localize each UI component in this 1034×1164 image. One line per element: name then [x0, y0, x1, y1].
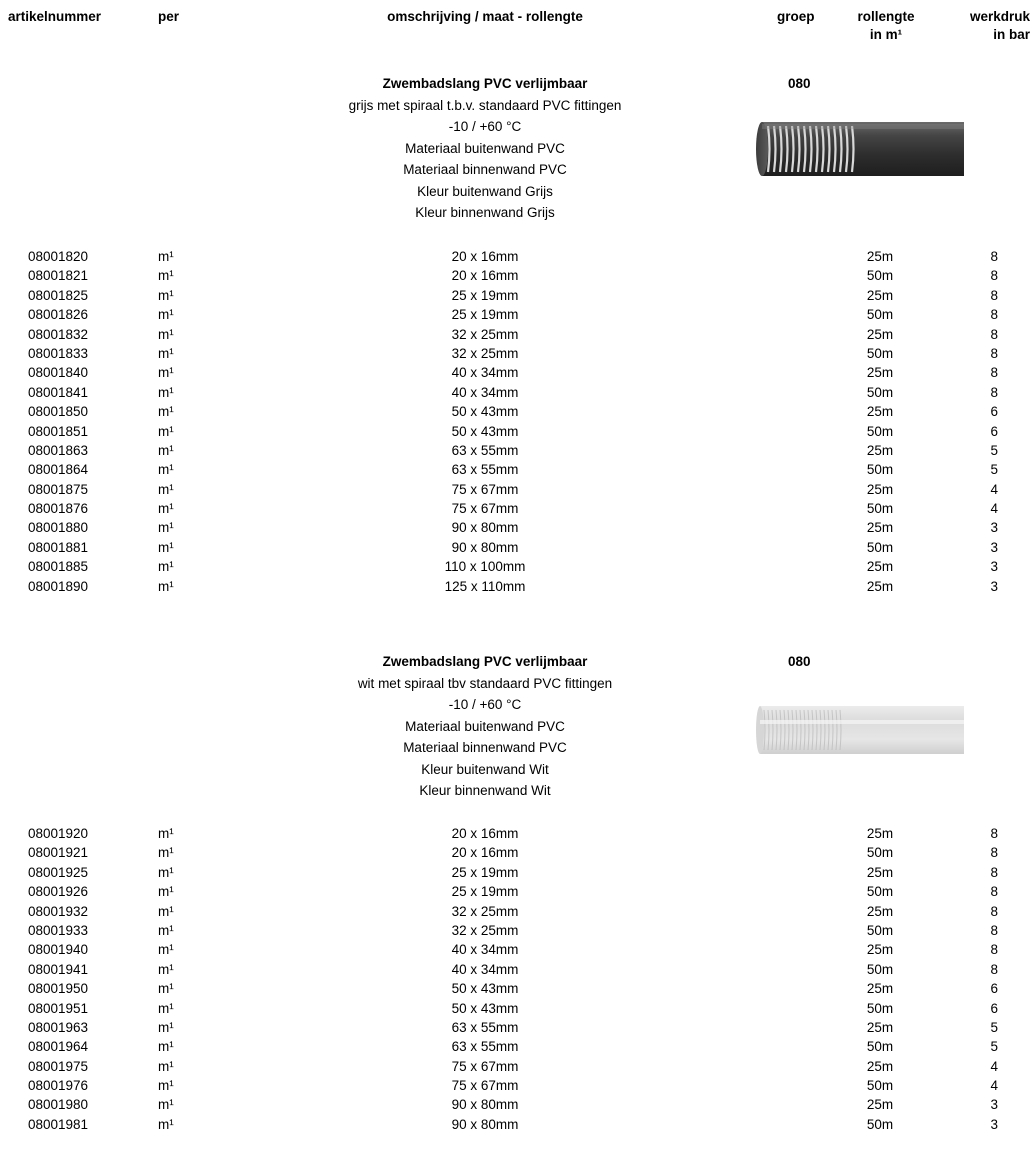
per-cell: m¹: [158, 249, 174, 264]
maat-cell: 50 x 43mm: [451, 981, 519, 997]
per-cell: m¹: [158, 307, 174, 323]
maat-cell: 20 x 16mm: [451, 845, 519, 861]
per-cell: m¹: [158, 884, 174, 900]
table-row: [0, 286, 1034, 305]
maat-cell: 20 x 16mm: [451, 249, 519, 264]
rollengte-cell: 25m: [866, 578, 894, 594]
table-row: [0, 460, 1034, 479]
rollengte-cell: 25m: [866, 404, 894, 420]
maat-cell: 32 x 25mm: [451, 922, 519, 938]
werkdruk-cell: 8: [990, 384, 998, 400]
description-line: Kleur buitenwand Wit: [421, 761, 549, 777]
rollengte-cell: 25m: [866, 1058, 894, 1074]
header-werkdruk: [955, 8, 1030, 44]
maat-cell: 50 x 43mm: [451, 404, 519, 420]
table-row: [0, 499, 1034, 518]
rollengte-cell: 25m: [866, 864, 894, 880]
per-cell: m¹: [158, 559, 174, 575]
artikelnummer-cell: 08001964: [28, 1039, 89, 1055]
description-line: Kleur buitenwand Grijs: [417, 183, 553, 199]
artikelnummer-cell: 08001951: [28, 1000, 89, 1016]
rollengte-cell: 25m: [866, 287, 894, 303]
artikelnummer-cell: 08001881: [28, 539, 89, 555]
artikelnummer-cell: 08001926: [28, 884, 89, 900]
werkdruk-cell: 8: [990, 287, 998, 303]
maat-cell: 32 x 25mm: [451, 326, 519, 342]
rollengte-cell: 25m: [866, 481, 894, 497]
werkdruk-cell: 8: [990, 365, 998, 381]
rollengte-cell: 25m: [866, 942, 894, 958]
werkdruk-cell: 8: [990, 884, 998, 900]
per-cell: m¹: [158, 520, 174, 536]
maat-cell: 25 x 19mm: [451, 307, 519, 323]
description-line: Materiaal binnenwand PVC: [403, 740, 567, 755]
rollengte-cell: 50m: [866, 501, 894, 517]
artikelnummer-cell: 08001933: [28, 922, 89, 938]
product-title: Zwembadslang PVC verlijmbaar: [382, 76, 588, 91]
maat-cell: 20 x 16mm: [451, 826, 519, 841]
maat-cell: 40 x 34mm: [451, 961, 519, 977]
per-cell: m¹: [158, 1000, 174, 1016]
rollengte-cell: 50m: [866, 1039, 894, 1055]
per-cell: m¹: [158, 922, 174, 938]
maat-cell: 63 x 55mm: [451, 442, 519, 458]
rollengte-cell: 50m: [866, 462, 894, 478]
per-cell: m¹: [158, 404, 174, 420]
artikelnummer-cell: 08001825: [28, 287, 89, 303]
table-row: [0, 1095, 1034, 1114]
werkdruk-cell: 8: [990, 864, 998, 880]
table-row: [0, 247, 1034, 266]
rollengte-cell: 50m: [866, 845, 894, 861]
per-cell: m¹: [158, 578, 174, 594]
maat-cell: 20 x 16mm: [451, 268, 519, 284]
maat-cell: 63 x 55mm: [451, 1039, 519, 1055]
maat-cell: 90 x 80mm: [451, 520, 519, 536]
artikelnummer-cell: 08001921: [28, 845, 89, 861]
rollengte-cell: 50m: [866, 922, 894, 938]
table-row: [0, 363, 1034, 382]
artikelnummer-cell: 08001850: [28, 404, 89, 420]
per-cell: m¹: [158, 845, 174, 861]
header-groep: groep: [777, 9, 815, 24]
werkdruk-cell: 8: [990, 268, 998, 284]
description-line: grijs met spiraal t.b.v. standaard PVC fittingen: [348, 97, 622, 113]
artikelnummer-cell: 08001863: [28, 442, 89, 458]
maat-cell: 40 x 34mm: [451, 384, 519, 400]
maat-cell: 25 x 19mm: [451, 884, 519, 900]
product-table-grey: [0, 247, 1034, 596]
table-row: [0, 557, 1034, 576]
artikelnummer-cell: 08001980: [28, 1097, 89, 1113]
maat-cell: 90 x 80mm: [451, 1097, 519, 1113]
header-werkdruk-line2: in bar: [993, 27, 1030, 42]
artikelnummer-cell: 08001920: [28, 826, 89, 841]
table-row: [0, 422, 1034, 441]
table-row: [0, 1115, 1034, 1134]
description-line: Materiaal buitenwand PVC: [405, 718, 565, 734]
artikelnummer-cell: 08001885: [28, 559, 89, 575]
rollengte-cell: 25m: [866, 442, 894, 458]
artikelnummer-cell: 08001851: [28, 423, 89, 439]
per-cell: m¹: [158, 903, 174, 919]
maat-cell: 40 x 34mm: [451, 942, 519, 958]
table-row: [0, 480, 1034, 499]
werkdruk-cell: 8: [990, 307, 998, 323]
table-row: [0, 960, 1034, 979]
artikelnummer-cell: 08001932: [28, 903, 89, 919]
maat-cell: 25 x 19mm: [451, 287, 519, 303]
werkdruk-cell: 4: [990, 1058, 998, 1074]
per-cell: m¹: [158, 1058, 174, 1074]
product-title: Zwembadslang PVC verlijmbaar: [382, 654, 588, 669]
header-rollengte: [849, 8, 923, 44]
artikelnummer-cell: 08001880: [28, 520, 89, 536]
per-cell: m¹: [158, 1078, 174, 1094]
maat-cell: 125 x 110mm: [444, 578, 526, 594]
table-row: [0, 518, 1034, 537]
werkdruk-cell: 5: [990, 1039, 998, 1055]
artikelnummer-cell: 08001976: [28, 1078, 89, 1094]
werkdruk-cell: 8: [990, 922, 998, 938]
rollengte-cell: 50m: [866, 884, 894, 900]
table-row: [0, 1018, 1034, 1037]
artikelnummer-cell: 08001840: [28, 365, 89, 381]
artikelnummer-cell: 08001821: [28, 268, 89, 284]
artikelnummer-cell: 08001950: [28, 981, 89, 997]
per-cell: m¹: [158, 326, 174, 342]
per-cell: m¹: [158, 1097, 174, 1113]
rollengte-cell: 25m: [866, 559, 894, 575]
table-row: [0, 402, 1034, 421]
werkdruk-cell: 4: [990, 481, 998, 497]
rollengte-cell: 25m: [866, 1019, 894, 1035]
rollengte-cell: 50m: [866, 345, 894, 361]
werkdruk-cell: 4: [990, 1078, 998, 1094]
per-cell: m¹: [158, 365, 174, 381]
description-line: Kleur binnenwand Wit: [419, 783, 551, 798]
per-cell: m¹: [158, 826, 174, 841]
table-row: [0, 1057, 1034, 1076]
maat-cell: 32 x 25mm: [451, 903, 519, 919]
rollengte-cell: 25m: [866, 365, 894, 381]
werkdruk-cell: 3: [990, 1097, 998, 1113]
artikelnummer-cell: 08001833: [28, 345, 89, 361]
header-artikelnummer: artikelnummer: [8, 9, 102, 24]
product-table-white: [0, 824, 1034, 1134]
artikelnummer-cell: 08001975: [28, 1058, 89, 1074]
per-cell: m¹: [158, 268, 174, 284]
per-cell: m¹: [158, 384, 174, 400]
artikelnummer-cell: 08001941: [28, 961, 89, 977]
table-row: [0, 344, 1034, 363]
header-werkdruk-line1: werkdruk: [969, 9, 1030, 24]
table-row: [0, 325, 1034, 344]
artikelnummer-cell: 08001876: [28, 501, 89, 517]
table-row: [0, 863, 1034, 882]
werkdruk-cell: 3: [990, 1116, 998, 1132]
werkdruk-cell: 8: [990, 845, 998, 861]
artikelnummer-cell: 08001981: [28, 1116, 89, 1132]
rollengte-cell: 50m: [866, 307, 894, 323]
rollengte-cell: 25m: [866, 1097, 894, 1113]
maat-cell: 40 x 34mm: [451, 365, 519, 381]
per-cell: m¹: [158, 501, 174, 517]
rollengte-cell: 50m: [866, 1078, 894, 1094]
werkdruk-cell: 8: [990, 345, 998, 361]
rollengte-cell: 50m: [866, 1000, 894, 1016]
header-per: per: [158, 9, 180, 24]
table-row: [0, 902, 1034, 921]
table-row: [0, 940, 1034, 959]
werkdruk-cell: 6: [990, 423, 998, 439]
table-row: [0, 824, 1034, 843]
werkdruk-cell: 8: [990, 961, 998, 977]
table-row: [0, 921, 1034, 940]
rollengte-cell: 25m: [866, 326, 894, 342]
per-cell: m¹: [158, 423, 174, 439]
table-row: [0, 383, 1034, 402]
artikelnummer-cell: 08001963: [28, 1019, 89, 1035]
maat-cell: 75 x 67mm: [451, 501, 519, 517]
maat-cell: 50 x 43mm: [451, 423, 519, 439]
table-row: [0, 266, 1034, 285]
per-cell: m¹: [158, 345, 174, 361]
werkdruk-cell: 3: [990, 559, 998, 575]
per-cell: m¹: [158, 481, 174, 497]
rollengte-cell: 50m: [866, 268, 894, 284]
per-cell: m¹: [158, 864, 174, 880]
werkdruk-cell: 5: [990, 442, 998, 458]
artikelnummer-cell: 08001925: [28, 864, 89, 880]
werkdruk-cell: 8: [990, 942, 998, 958]
table-row: [0, 979, 1034, 998]
table-row: [0, 1076, 1034, 1095]
header-omschrijving: omschrijving / maat - rollengte: [387, 9, 583, 24]
artikelnummer-cell: 08001864: [28, 462, 89, 478]
maat-cell: 110 x 100mm: [444, 559, 526, 575]
maat-cell: 63 x 55mm: [451, 1019, 519, 1035]
header-rollengte-line2: in m¹: [869, 27, 903, 42]
per-cell: m¹: [158, 1039, 174, 1055]
rollengte-cell: 50m: [866, 539, 894, 555]
artikelnummer-cell: 08001940: [28, 942, 89, 958]
per-cell: m¹: [158, 961, 174, 977]
groep-code: 080: [788, 76, 811, 91]
table-row: [0, 305, 1034, 324]
werkdruk-cell: 8: [990, 326, 998, 342]
rollengte-cell: 25m: [866, 826, 894, 841]
werkdruk-cell: 8: [990, 903, 998, 919]
groep-code: 080: [788, 654, 811, 669]
maat-cell: 90 x 80mm: [451, 1116, 519, 1132]
white-spiral-hose-icon: [756, 704, 964, 756]
table-row: [0, 999, 1034, 1018]
product-description: [290, 651, 680, 802]
artikelnummer-cell: 08001875: [28, 481, 89, 497]
maat-cell: 75 x 67mm: [451, 1078, 519, 1094]
description-line: Materiaal buitenwand PVC: [405, 140, 565, 156]
maat-cell: 90 x 80mm: [451, 539, 519, 555]
werkdruk-cell: 8: [990, 249, 998, 264]
werkdruk-cell: 3: [990, 578, 998, 594]
werkdruk-cell: 3: [990, 539, 998, 555]
table-row: [0, 1037, 1034, 1056]
rollengte-cell: 25m: [866, 903, 894, 919]
rollengte-cell: 50m: [866, 384, 894, 400]
per-cell: m¹: [158, 942, 174, 958]
maat-cell: 63 x 55mm: [451, 462, 519, 478]
rollengte-cell: 25m: [866, 249, 894, 264]
rollengte-cell: 25m: [866, 981, 894, 997]
per-cell: m¹: [158, 1019, 174, 1035]
description-line: Kleur binnenwand Grijs: [415, 205, 555, 220]
werkdruk-cell: 4: [990, 501, 998, 517]
werkdruk-cell: 5: [990, 462, 998, 478]
per-cell: m¹: [158, 1116, 174, 1132]
header-rollengte-line1: rollengte: [857, 9, 915, 24]
per-cell: m¹: [158, 539, 174, 555]
werkdruk-cell: 6: [990, 404, 998, 420]
rollengte-cell: 50m: [866, 423, 894, 439]
maat-cell: 75 x 67mm: [451, 481, 519, 497]
table-row: [0, 577, 1034, 596]
artikelnummer-cell: 08001826: [28, 307, 89, 323]
description-line: -10 / +60 °C: [448, 697, 522, 712]
grey-spiral-hose-icon: [756, 120, 964, 178]
werkdruk-cell: 6: [990, 981, 998, 997]
werkdruk-cell: 3: [990, 520, 998, 536]
per-cell: m¹: [158, 442, 174, 458]
table-row: [0, 538, 1034, 557]
artikelnummer-cell: 08001832: [28, 326, 89, 342]
rollengte-cell: 50m: [866, 1116, 894, 1132]
artikelnummer-cell: 08001841: [28, 384, 89, 400]
werkdruk-cell: 8: [990, 826, 998, 841]
description-line: Materiaal binnenwand PVC: [403, 162, 567, 177]
table-row: [0, 441, 1034, 460]
per-cell: m¹: [158, 462, 174, 478]
werkdruk-cell: 5: [990, 1019, 998, 1035]
rollengte-cell: 50m: [866, 961, 894, 977]
per-cell: m¹: [158, 981, 174, 997]
artikelnummer-cell: 08001890: [28, 578, 89, 594]
maat-cell: 32 x 25mm: [451, 345, 519, 361]
description-line: -10 / +60 °C: [448, 119, 522, 134]
maat-cell: 75 x 67mm: [451, 1058, 519, 1074]
rollengte-cell: 25m: [866, 520, 894, 536]
per-cell: m¹: [158, 287, 174, 303]
maat-cell: 50 x 43mm: [451, 1000, 519, 1016]
maat-cell: 25 x 19mm: [451, 864, 519, 880]
werkdruk-cell: 6: [990, 1000, 998, 1016]
table-row: [0, 843, 1034, 862]
artikelnummer-cell: 08001820: [28, 249, 89, 264]
product-description: [290, 73, 680, 224]
table-row: [0, 882, 1034, 901]
description-line: wit met spiraal tbv standaard PVC fittingen: [357, 675, 613, 691]
